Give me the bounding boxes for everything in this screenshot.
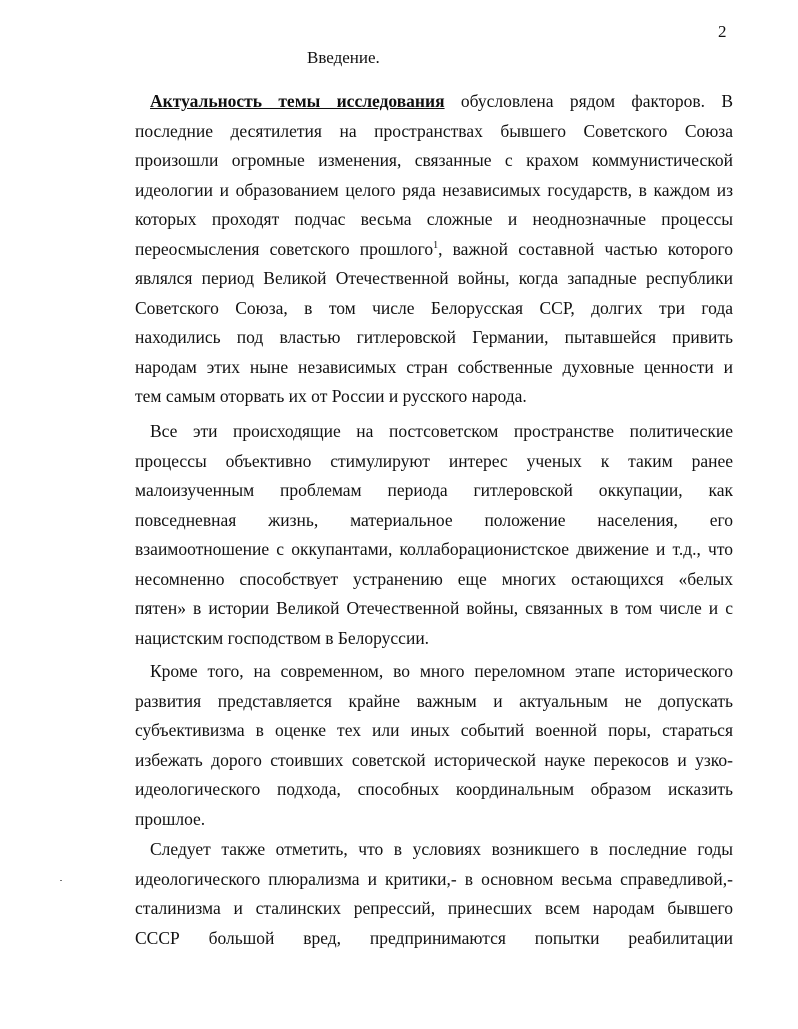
text-line: субъективизма в оценке тех или иных событий военной поры, стараться: [135, 720, 733, 740]
text-line: являлся период Великой Отечественной войны, когда западные республики: [135, 268, 733, 288]
text-line: произошли огромные изменения, связанные с крахом коммунистической: [135, 150, 733, 170]
text-line: взаимоотношение с оккупантами, коллаборационистское движение и т.д., что: [135, 539, 733, 559]
paragraph-pluralism: [135, 835, 733, 953]
text-line: Кроме того, на современном, во много переломном этапе исторического: [150, 661, 733, 681]
text-line: пятен» в истории Великой Отечественной войны, связанных в том числе и с: [135, 598, 733, 618]
text-line: СССР большой вред, предпринимаются попытки реабилитации: [135, 927, 733, 948]
text-line: [135, 87, 733, 117]
paragraph-processes: [135, 417, 733, 653]
text-line: развития представляется крайне важным и актуальным не допускать: [135, 690, 733, 711]
text-line: Все эти происходящие на постсоветском пространстве политические: [150, 421, 733, 441]
page-number: 2: [718, 22, 727, 41]
text-line: идеологии и образованием целого ряда независимых государств, в каждом из: [135, 179, 733, 200]
text-line: избежать дорого стоивших советской исторической науке перекосов и узко-: [135, 749, 733, 770]
text-line: несомненно способствует устранению еще многих остающихся «белых: [135, 568, 733, 589]
text-fragment: переосмысления советского прошлого: [135, 238, 434, 259]
text-line: идеологического плюрализма и критики,- в основном весьма справедливой,-: [135, 868, 733, 889]
text-fragment: обусловлена рядом факторов. В: [460, 91, 734, 111]
text-line: повседневная жизнь, материальное положение населения, его: [135, 509, 733, 530]
footnote-marker[interactable]: 1: [433, 239, 439, 251]
text-line: которых проходят подчас весьма сложные и неоднозначные процессы: [135, 209, 733, 229]
text-fragment: , важной составной частью которого: [438, 238, 733, 259]
text-line: нацистским господством в Белоруссии.: [135, 627, 430, 648]
text-line: Советского Союза, в том числе Белорусская ССР, долгих три года: [135, 297, 733, 318]
text-line: прошлое.: [135, 808, 206, 829]
section-heading: Введение.: [307, 48, 380, 67]
text-line: Следует также отметить, что в условиях возникшего в последние годы: [150, 839, 733, 859]
text-line: [135, 235, 733, 265]
text-line: находились под властью гитлеровской Германии, пытавшейся привить: [135, 327, 733, 347]
scan-speck: [60, 880, 62, 881]
relevance-term: Актуальность темы исследования: [150, 91, 445, 111]
text-line: тем самым оторвать их от России и русского народа.: [135, 386, 527, 406]
text-line: идеологического подхода, способных координальным образом исказить: [135, 779, 733, 799]
paragraph-relevance: [135, 87, 733, 412]
paragraph-subjectivism: [135, 657, 733, 834]
text-line: процессы объективно стимулируют интерес ученых к таким ранее: [135, 450, 733, 471]
text-line: сталинизма и сталинских репрессий, принесших всем народам бывшего: [135, 898, 733, 918]
text-line: малоизученным проблемам периода гитлеровской оккупации, как: [135, 480, 733, 500]
text-line: народам этих ныне независимых стран собственные духовные ценности и: [135, 356, 733, 377]
text-line: последние десятилетия на пространствах бывшего Советского Союза: [135, 120, 733, 141]
